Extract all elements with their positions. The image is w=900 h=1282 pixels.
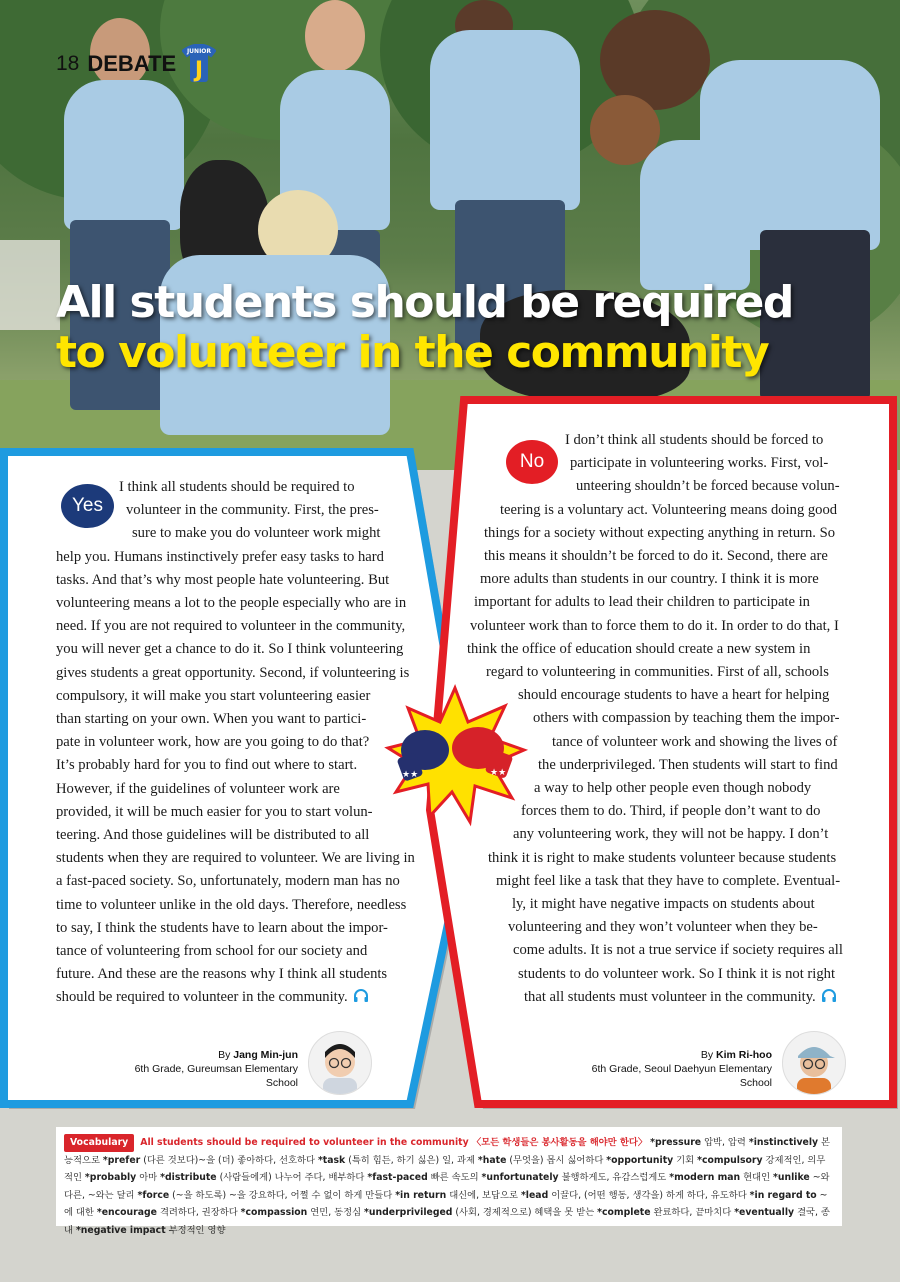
vocabulary-term: *force xyxy=(137,1189,170,1201)
vocabulary-term: *instinctively xyxy=(748,1137,819,1148)
vocabulary-entry xyxy=(85,1172,160,1183)
vocabulary-term: *underprivileged xyxy=(364,1207,453,1218)
vocabulary-term: *probably xyxy=(84,1172,137,1183)
yes-text-line: you will never get a chance to do it. So I think volunteering xyxy=(56,641,404,658)
vocabulary-term: *opportunity xyxy=(606,1154,674,1166)
vocabulary-term: *negative impact xyxy=(75,1224,166,1236)
vocabulary-entry xyxy=(650,1137,749,1148)
no-text-line: any volunteering work, they will not be happy. I don’t xyxy=(513,826,829,843)
vocabulary-entry xyxy=(395,1190,521,1201)
vocabulary-entry xyxy=(521,1190,750,1201)
no-text-line: might feel like a task that they have to complete. Eventual- xyxy=(496,872,841,889)
vocabulary-entry xyxy=(482,1172,670,1183)
yes-badge: Yes xyxy=(61,484,114,528)
vocabulary-term: *in return xyxy=(395,1189,447,1201)
vocabulary-entry xyxy=(367,1172,481,1183)
vocabulary-term: *fast-paced xyxy=(367,1172,428,1183)
yes-text-line: sure to make you do volunteer work might xyxy=(132,525,381,542)
no-text-line: come adults. It is not a true service if society requires all xyxy=(513,942,843,959)
yes-text-line: gives students a great opportunity. Second, if volunteering is xyxy=(56,664,410,681)
vocabulary-box xyxy=(56,1127,842,1236)
no-text-line: a way to help other people even though nobody xyxy=(534,780,812,797)
vocabulary-term: *prefer xyxy=(102,1154,141,1166)
vocabulary-meaning: 현대인 xyxy=(740,1172,774,1183)
yes-text-line: It’s probably hard for you to find out where to start. xyxy=(56,757,358,774)
vocabulary-term: *in regard to xyxy=(749,1189,817,1201)
logo-text: JUNIOR xyxy=(187,48,212,55)
no-text-line: important for adults to lead their children to participate in xyxy=(474,594,810,611)
yes-text-line: a fast-paced society. So, unfortunately, modern man has no xyxy=(56,873,400,890)
vocabulary-term: *eventually xyxy=(734,1207,795,1218)
vocabulary-meaning: 격려하다, 권장하다 xyxy=(156,1207,241,1218)
vocabulary-meaning: 연민, 동정심 xyxy=(307,1207,365,1218)
vocabulary-entry xyxy=(97,1207,241,1218)
no-text-line: regard to volunteering in communities. First of all, schools xyxy=(486,664,829,681)
no-text-line: the underprivileged. Then students will start to find xyxy=(538,756,838,773)
vocabulary-meaning: (무엇을) 몹시 싫어하다 xyxy=(506,1154,607,1166)
yes-author-avatar xyxy=(308,1031,372,1095)
vocabulary-meaning: (다른 것보다)~을 (더) 좋아하다, 선호하다 xyxy=(140,1154,318,1166)
author-name: Kim Ri-hoo xyxy=(716,1049,772,1061)
svg-text:★★: ★★ xyxy=(490,768,507,778)
author-school: 6th Grade, Gureumsan Elementary School xyxy=(134,1063,298,1089)
vocabulary-meaning: 본능적으로 xyxy=(64,1137,831,1166)
vocabulary-tag: Vocabulary xyxy=(64,1134,134,1152)
yes-text-line: tance of volunteering from school for our society and xyxy=(56,943,368,960)
vocabulary-meaning: 기회 xyxy=(673,1154,698,1166)
yes-text-line: I think all students should be required to xyxy=(119,479,355,495)
vocabulary-meaning: ~와 다른, ~와는 달리 xyxy=(64,1172,830,1201)
vocabulary-meaning: 강제적인, 의무적인 xyxy=(64,1154,826,1183)
svg-text:★★: ★★ xyxy=(402,770,419,780)
vocabulary-meaning: 부정적인 영향 xyxy=(165,1224,226,1236)
no-author xyxy=(560,1048,772,1090)
vocabulary-entry xyxy=(364,1207,597,1218)
vocabulary-meaning: 대신에, 보답으로 xyxy=(446,1189,521,1201)
yes-author xyxy=(100,1048,298,1090)
no-author-avatar xyxy=(782,1031,846,1095)
vocabulary-entry xyxy=(160,1172,367,1183)
yes-text-line: time to volunteer unlike in the old days. Therefore, needless xyxy=(56,896,407,913)
yes-text-line: should be required to volunteer in the community. xyxy=(56,986,415,1009)
headphones-icon xyxy=(816,989,837,1005)
yes-text-line: help you. Humans instinctively prefer easy tasks to hard xyxy=(56,548,384,565)
vocabulary-meaning: 아마 xyxy=(136,1172,161,1183)
vocabulary-entry xyxy=(669,1172,773,1183)
no-text-line: think the office of education should create a new system in xyxy=(467,640,811,657)
page-number: 18 xyxy=(56,52,80,75)
vocabulary-term: *unlike xyxy=(773,1172,810,1183)
vocabulary-meaning: (특히 힘든, 하기 싫은) 일, 과제 xyxy=(345,1154,478,1166)
no-badge: No xyxy=(506,440,558,484)
no-text-line: more adults than students in our country. I think it is more xyxy=(480,571,819,588)
vocabulary-meaning: (~을 하도록) ~을 강요하다, 어쩔 수 없이 하게 만들다 xyxy=(169,1189,396,1201)
yes-text-line: teering. And those guidelines will be distributed to all xyxy=(56,827,370,844)
yes-text-line: provided, it will be much easier for you to start volun- xyxy=(56,803,373,820)
vocabulary-entry xyxy=(103,1155,318,1166)
vocabulary-term: *compulsory xyxy=(697,1154,763,1166)
no-text-line: ly, it might have negative impacts on students about xyxy=(512,896,815,913)
title-line-1: All students should be required xyxy=(56,277,793,328)
vocabulary-entry xyxy=(241,1207,364,1218)
no-text-line: tance of volunteer work and showing the lives of xyxy=(552,733,838,750)
author-by-label: By xyxy=(218,1049,231,1061)
vocabulary-entry xyxy=(478,1155,606,1166)
vocabulary-entries xyxy=(64,1137,830,1236)
no-text-line: volunteering and they won’t volunteer when they be- xyxy=(508,919,818,936)
vocabulary-entry xyxy=(597,1207,734,1218)
vocabulary-term: *modern man xyxy=(669,1172,741,1183)
vocabulary-meaning: 빠른 속도의 xyxy=(427,1172,482,1183)
no-text-line: participate in volunteering works. First, vol- xyxy=(570,455,829,472)
yes-text-line: compulsory, it will make you start volunteering easier xyxy=(56,687,371,704)
no-text-line: volunteer work than to force them to do it. In order to do that, I xyxy=(470,617,839,634)
yes-text-line: students when they are required to volunteer. We are living in xyxy=(56,850,415,867)
yes-text-line: tasks. And that’s why most people hate volunteering. But xyxy=(56,571,390,588)
no-text-line: unteering shouldn’t be forced because volun- xyxy=(576,478,840,495)
vocabulary-meaning: 이끌다, (어떤 행동, 생각을) 하게 하다, 유도하다 xyxy=(548,1189,750,1201)
vocabulary-meaning: (사람들에게) 나누어 주다, 배부하다 xyxy=(216,1172,368,1183)
vocabulary-entry xyxy=(318,1155,478,1166)
vocabulary-term: *encourage xyxy=(96,1207,157,1218)
vocabulary-meaning: (사회, 경제적으로) 혜택을 못 받는 xyxy=(452,1207,598,1218)
vocabulary-term: *distribute xyxy=(160,1172,217,1183)
no-text-line: this means it shouldn’t be forced to do it. Second, there are xyxy=(484,548,828,565)
vocabulary-term: *complete xyxy=(597,1207,651,1218)
vocabulary-term: *task xyxy=(317,1154,346,1166)
author-name: Jang Min-jun xyxy=(233,1049,298,1061)
no-text-line: think it is right to make students volunteer because students xyxy=(488,849,837,866)
vocabulary-entry xyxy=(606,1155,697,1166)
vocabulary-term: *hate xyxy=(477,1154,507,1166)
vocabulary-headline: All students should be required to volunteer in the community 〈모든 학생들은 봉사활동을 해야만 한다〉 xyxy=(140,1137,648,1148)
vocabulary-meaning: ~에 대한 xyxy=(64,1189,828,1218)
no-text-line: I don’t think all students should be forced to xyxy=(565,432,824,448)
vocabulary-term: *pressure xyxy=(650,1137,702,1148)
yes-text-line: pate in volunteer work, how are you going to do that? xyxy=(56,734,370,751)
no-text-line: forces them to do. Third, if people don’t want to do xyxy=(521,803,821,820)
vocabulary-term: *unfortunately xyxy=(481,1172,559,1183)
no-text-line: students to do volunteer work. So I think it is not right xyxy=(518,965,835,982)
vocabulary-meaning: 결국, 종내 xyxy=(64,1207,830,1236)
author-school: 6th Grade, Seoul Daehyun Elementary School xyxy=(591,1063,772,1089)
yes-text-line: volunteering means a lot to the people especially who are in xyxy=(56,595,407,612)
vocabulary-entry xyxy=(76,1225,226,1236)
vocabulary-meaning: 압박, 압력 xyxy=(701,1137,749,1148)
title-line-2: to volunteer in the community xyxy=(56,327,769,378)
no-text-line: that all students must volunteer in the community. xyxy=(0,986,900,1009)
no-argument xyxy=(0,429,900,1009)
section-title: DEBATE xyxy=(87,51,177,76)
yes-text-line: than starting on your own. When you want to partici- xyxy=(56,711,367,728)
author-by-label: By xyxy=(700,1049,714,1061)
yes-text-line: However, if the guidelines of volunteer work are xyxy=(56,780,340,797)
vocabulary-meaning: 불행하게도, 유감스럽게도 xyxy=(558,1172,670,1183)
yes-text-line: need. If you are not required to volunteer in the community, xyxy=(56,618,406,635)
vocabulary-term: *compassion xyxy=(240,1207,308,1218)
no-text-line: others with compassion by teaching them the impor- xyxy=(533,710,840,727)
no-text-line: teering is a voluntary act. Volunteering means doing good xyxy=(500,501,838,518)
no-text-line: should encourage students to have a heart for helping xyxy=(518,687,830,704)
no-text-line: things for a society without expecting anything in return. So xyxy=(484,524,835,541)
vocabulary-meaning: 완료하다, 끝마치다 xyxy=(650,1207,735,1218)
yes-text-line: volunteer in the community. First, the pres- xyxy=(126,502,379,519)
vocabulary-entry xyxy=(138,1190,396,1201)
logo-letter: J xyxy=(195,58,204,83)
yes-text-line: to say, I think the students have to learn about the impor- xyxy=(56,919,388,936)
yes-text-line: future. And these are the reasons why I think all students xyxy=(56,966,388,983)
vocabulary-term: *lead xyxy=(520,1189,549,1201)
